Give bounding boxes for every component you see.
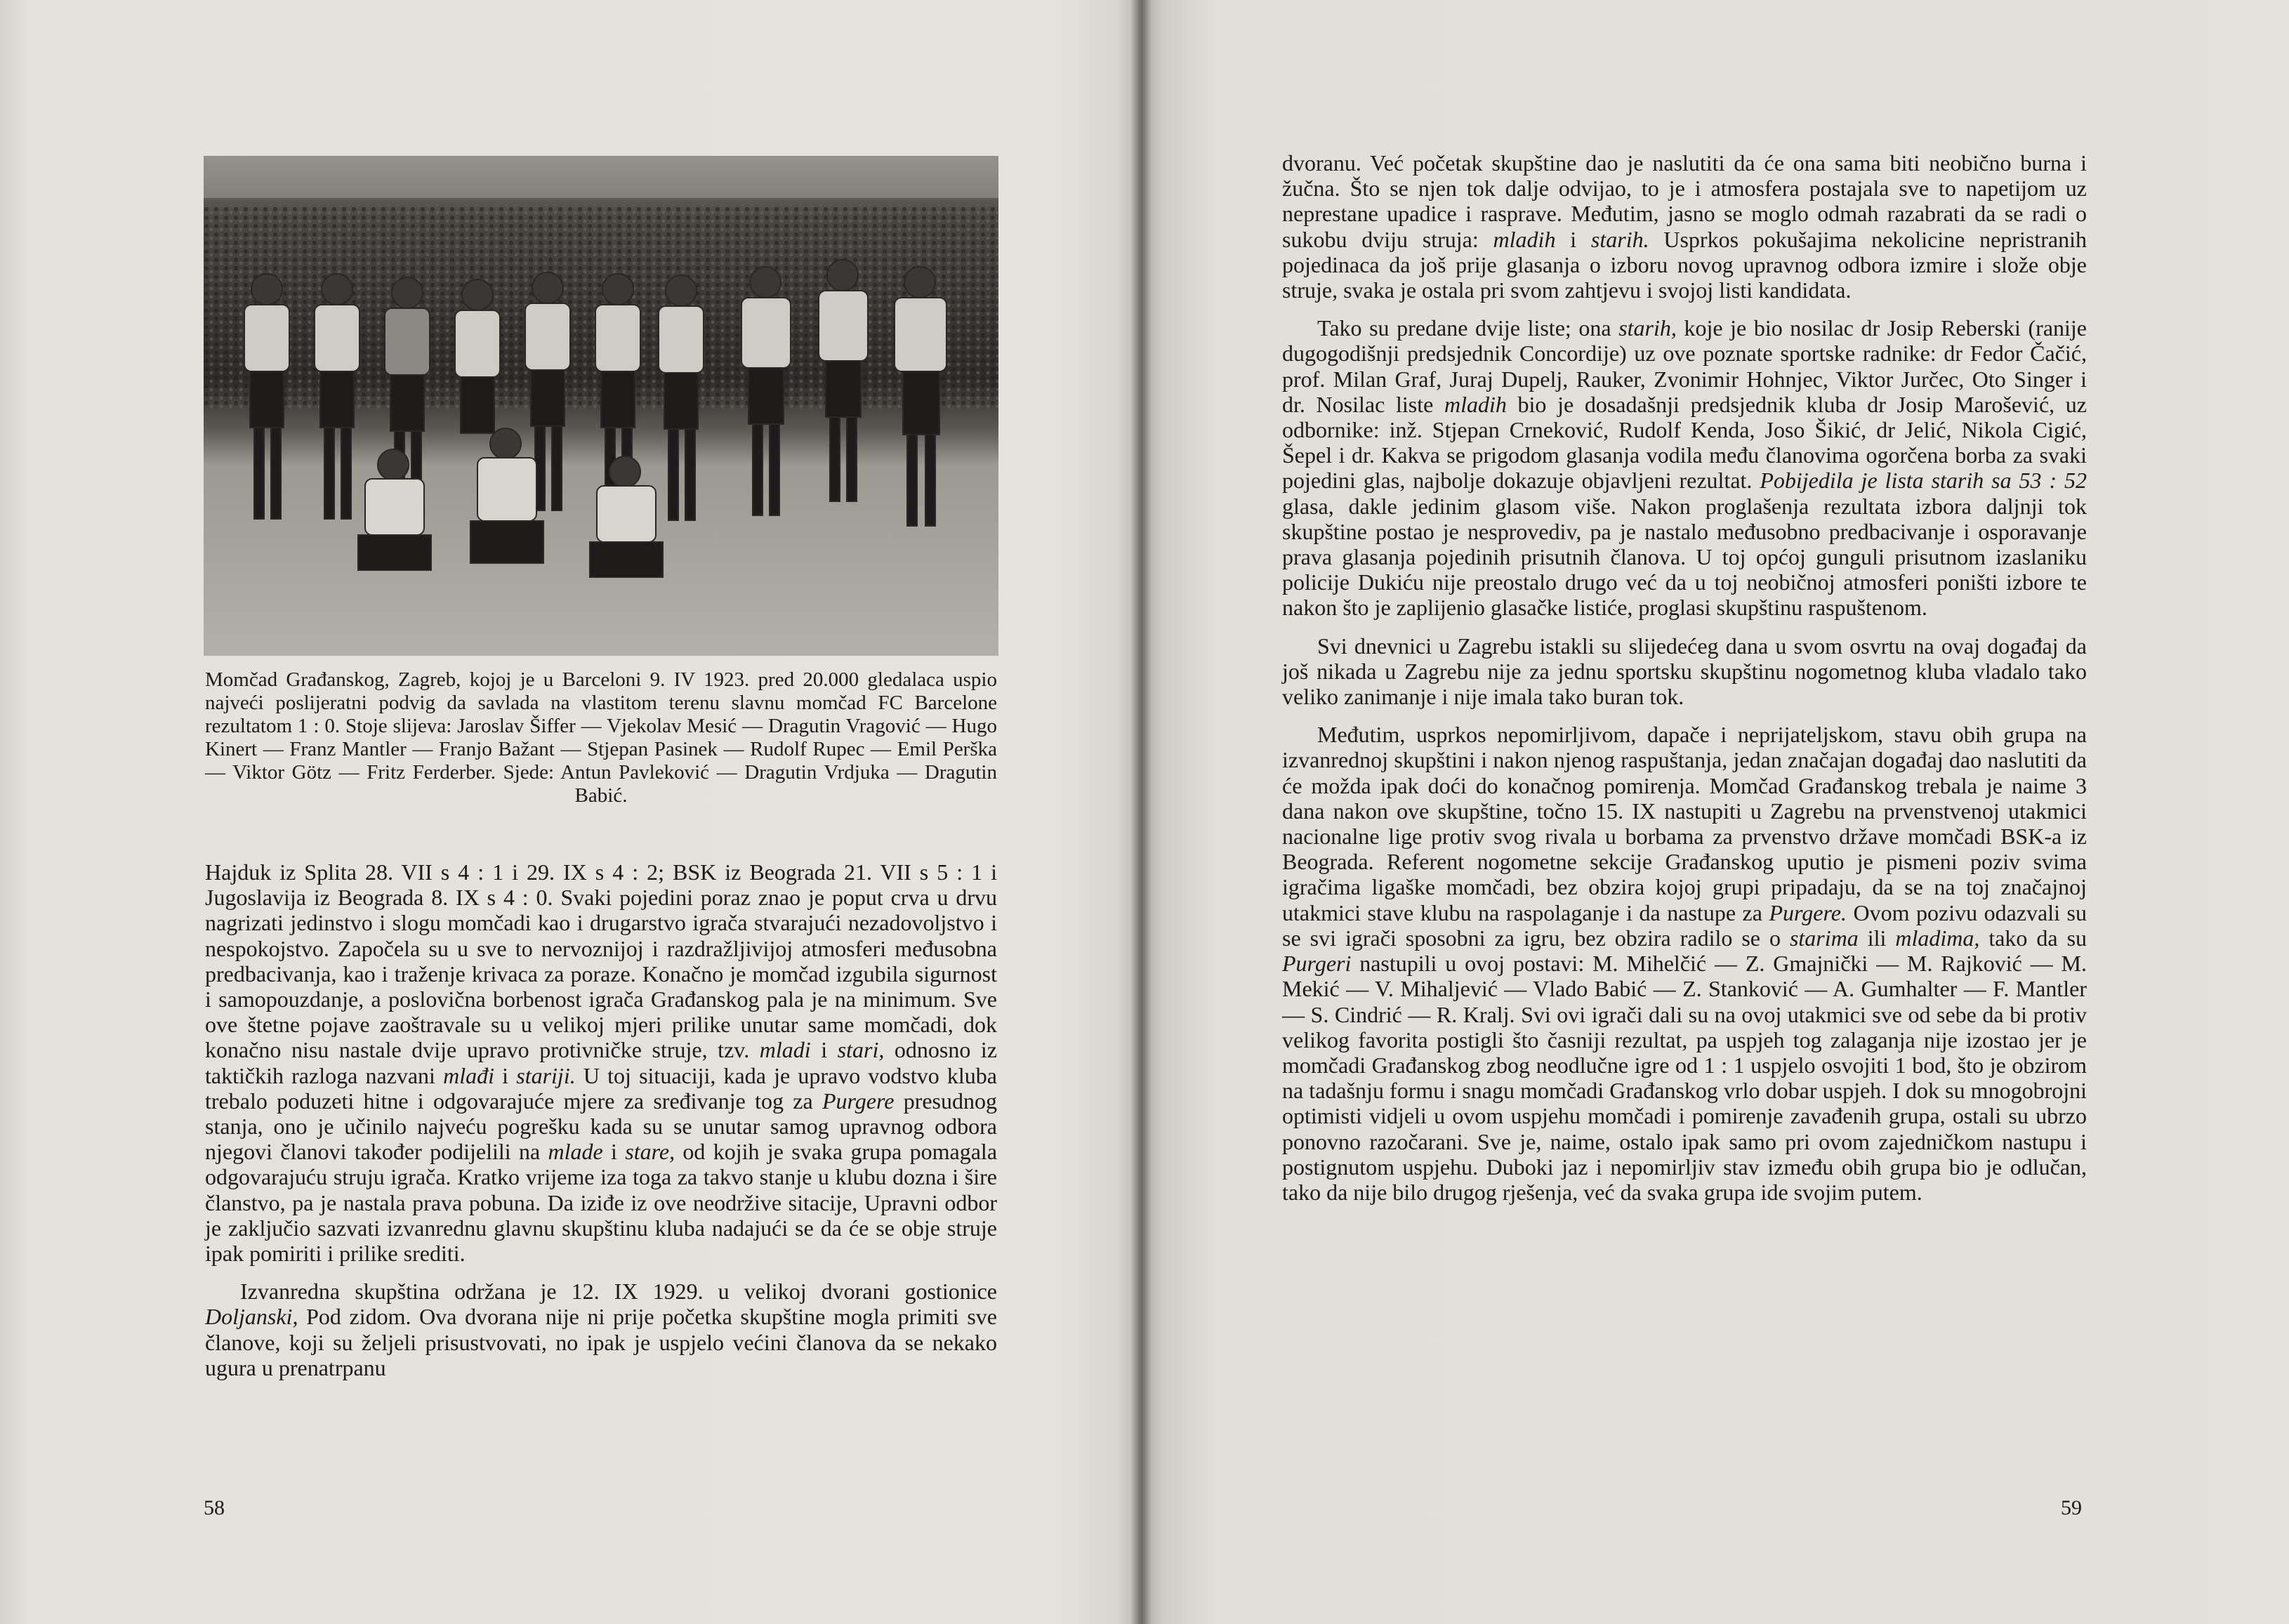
right-page: [1141, 0, 2289, 1624]
paragraph: Hajduk iz Splita 28. VII s 4 : 1 i 29. IX s 4 : 2; BSK iz Beograda 21. VII s 5 : 1 i Jugoslavija iz Beograda 8. IX s 4 : 0. Svaki pojedini poraz znao je poput crva u drvu nagrizati jedinstvo i slogu momčadi kao i drugarstvo igrača stvarajući nezadovoljstvo i nespokojstvo. Započela su u sve to nervoznijoj i razdražljivijoj atmosferi međusobna predbacivanja, kao i traženje krivaca za poraze. Konačno je momčad izgubila sigurnost i samopouzdanje, a poslovična borbenost igrača Građanskog pala je na minimum. Sve ove štetne pojave zaoštravale su u velikoj mjeri prilike unutar same momčadi, dok konačno nisu nastale dvije upravo protivničke struje, tzv. mladi i stari, odnosno iz taktičkih razloga nazvani mlađi i stariji. U toj situaciji, kada je upravo vodstvo kluba trebalo poduzeti hitne i odgovarajuće mjere za sređivanje tog za Purgere presudnog stanja, ono je učinilo najveću pogrešku kada su se unutar samog upravnog odbora njegovi članovi također podijelili na mlade i stare, od kojih je svaka grupa pomagala odgovarajuću struju igrača. Kratko vrijeme iza toga za takvo stanje u klubu dozna i šire članstvo, pa je nastala prava pobuna. Da iziđe iz ove neodržive sitacije, Upravni odbor je zaključio sazvati izvanrednu glavnu skupštinu kluba nadajući se da će se obje struje ipak pomiriti i prilike srediti.: [205, 859, 998, 1267]
photo-caption: [205, 668, 997, 807]
team-photo: [204, 156, 998, 656]
paragraph: Svi dnevnici u Zagrebu istakli su slijedećeg dana u svom osvrtu na ovaj događaj da još nikada u Zagrebu nije za jednu sportsku skupštinu nogometnog kluba vladalo tako veliko zanimanje i nije imala tako buran tok.: [1282, 633, 2087, 710]
caption-text: Momčad Građanskog, Zagreb, kojoj je u Barceloni 9. IV 1923. pred 20.000 gledalaca uspio najveći poslijeratni podvig da savlada na vlastitom terenu slavnu momčad FC Barcelone rezultatom 1 : 0. Stoje slijeva: Jaroslav Šiffer — Vjekolav Mesić — Dragutin Vragović — Hugo Kinert — Franz Mantler — Franjo Bažant — Stjepan Pasinek — Rudolf Rupec — Emil Perška — Viktor Götz — Fritz Ferderber. Sjede: Antun Pavleković — Dragutin Vrdjuka — Dragutin Babić.: [205, 668, 997, 807]
paragraph: dvoranu. Već početak skupštine dao je naslutiti da će ona sama biti neobično burna i žučna. Što se njen tok dalje odvijao, to je i atmosfera postajala sve to napetijom uz neprestane upadice i rasprave. Međutim, jasno se moglo odmah razabrati da se radi o sukobu dviju struja: mladih i starih. Usprkos pokušajima nekolicine nepristranih pojedinaca da još prije glasanja o izboru novog upravnog odbora izmire i složе obje struje, svaka je ostala pri svom zahtjevu i svojoj listi kandidata.: [1282, 150, 2087, 303]
paragraph: Tako su predane dvije liste; ona starih, koje je bio nosilac dr Josip Reberski (ranije dugogodišnji predsjednik Concordije) uz ove poznate sportske radnike: dr Fedor Čačić, prof. Milan Graf, Juraj Dupelj, Rauker, Zvonimir Hohnjec, Viktor Jurčec, Oto Singer i dr. Nosilac liste mladih bio je dosadašnji predsjednik kluba dr Josip Marošević, uz odbornike: inž. Stjepan Crneković, Rudolf Kenda, Joso Šikić, dr Jelić, Nikola Cigić, Šepel i dr. Kakva se prigodom glasanja vodila među članovima ogorčena borba za svaki pojedini glas, najbolje dokazuje objavljeni rezultat. Pobijedila je lista starih sa 53 : 52 glasa, dakle jedinim glasom više. Nakon proglašenja rezultata izbora daljnji tok skupštine postao je nesprovediv, pa je nastalo međusobno predbacivanje i osporavanje prava glasanja pojedinih prisutnih članova. U toj općoj gunguli prisutnom izaslaniku policije Dukiću nije preostalo drugo već da u toj neobičnoj atmosferi poništi izbore te nakon što je zaplijenio glasačke listiće, proglasi skupštinu raspuštenom.: [1282, 315, 2087, 621]
page-number: 58: [204, 1496, 225, 1519]
paragraph: Međutim, usprkos nepomirljivom, dapače i neprijateljskom, stavu obih grupa na izvanrednoj skupštini i nakon njenog raspuštanja, jedan značajan događaj dao naslutiti da će možda ipak doći do konačnog pomirenja. Momčad Građanskog trebala je naime 3 dana nakon ove skupštine, točno 15. IX nastupiti u Zagrebu na prvenstvenoj utakmici nacionalne lige protiv svog rivala u borbama za prvenstvo države momčadi BSK-a iz Beograda. Referent nogometne sekcije Građanskog uputio je pismeni poziv svima igračima ligaške momčadi, bez obzira kojoj grupi pripadaju, da se na toj značajnoj utakmici stave klubu na raspolaganje i da nastupe za Purgere. Ovom pozivu odazvali su se svi igrači sposobni za igru, bez obzira radilo se o starima ili mladima, tako da su Purgeri nastupili u ovoj postavi: M. Mihelčić — Z. Gmajnički — M. Rajković — M. Mekić — V. Mihaljević — Vlado Babić — Z. Stanković — A. Gumhalter — F. Mantler — S. Cindrić — R. Kralj. Svi ovi igrači dali su na ovoj utakmici sve od sebe da bi protiv velikog favorita postigli što časniji rezultat, pa uspjeh tog zalaganja nije izostao jer je momčadi Građanskog zbog neodlučne igre od 1 : 1 uspjelo osvojiti 1 bod, što je obzirom na tadašnju formu i snagu momčadi Građanskog vrlo dobar uspjeh. I dok su mnogobrojni optimisti vidjeli u ovom uspjehu momčadi i pomirenje zavađenih grupa, ostali su ubrzo ponovno razočarani. Sve je, naime, ostalo ipak samo pri ovom zajedničkom nastupu i postignutom uspjehu. Duboki jaz i nepomirljiv stav između obih grupa bio je odlučan, tako da nije bilo drugog rješenja, već da svaka grupa ide svojim putem.: [1282, 722, 2087, 1205]
left-page: [0, 0, 1141, 1624]
left-body-text: [205, 859, 997, 1380]
book-gutter: [1130, 0, 1152, 1624]
right-body-text: [1282, 150, 2087, 1205]
page-number: 59: [2061, 1496, 2082, 1519]
paragraph: Izvanredna skupština održana je 12. IX 1929. u velikoj dvorani gostionice Doljanski, Pod zidom. Ova dvorana nije ni prije početka skupštine mogla primiti sve članove, koji su željeli prisustvovati, no ipak je uspjelo većini članova da se nekako ugura u prenatrpanu: [205, 1279, 997, 1380]
